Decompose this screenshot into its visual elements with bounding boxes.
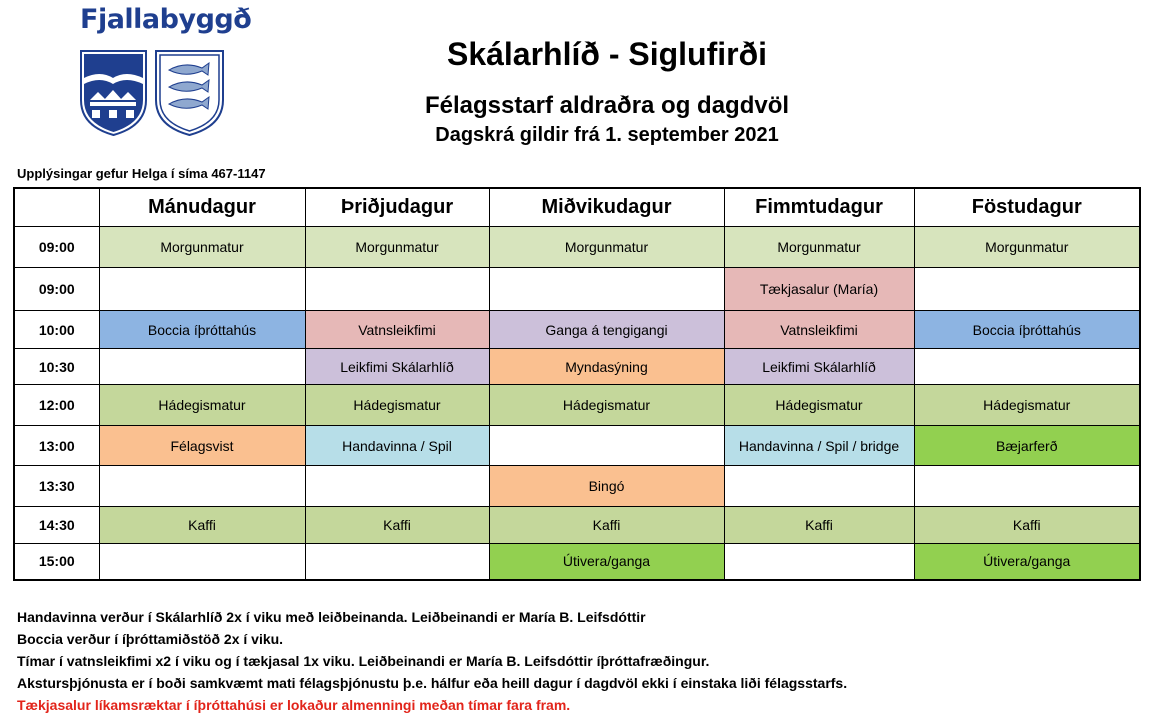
time-cell: 09:00 <box>14 268 99 311</box>
activity-cell <box>99 268 305 311</box>
brand <box>80 4 252 35</box>
activity-cell: Félagsvist <box>99 426 305 466</box>
day-header: Miðvikudagur <box>489 188 724 227</box>
activity-cell: Kaffi <box>489 507 724 544</box>
activity-cell: Morgunmatur <box>99 227 305 268</box>
time-cell: 10:00 <box>14 311 99 349</box>
activity-cell: Vatnsleikfimi <box>305 311 489 349</box>
activity-cell <box>305 268 489 311</box>
time-cell: 09:00 <box>14 227 99 268</box>
time-cell: 14:30 <box>14 507 99 544</box>
activity-cell <box>724 544 914 580</box>
time-cell: 12:00 <box>14 385 99 426</box>
note-line: Akstursþjónusta er í boði samkvæmt mati félagsþjónustu þ.e. hálfur eða heill dagur í dagdvöl ekki í einstaka liði félagsstarfs. <box>17 675 848 691</box>
note-line: Boccia verður í íþróttamiðstöð 2x í viku. <box>17 631 284 647</box>
contact-info: Upplýsingar gefur Helga í síma 467-1147 <box>17 166 266 181</box>
activity-cell <box>99 544 305 580</box>
activity-cell: Bæjarferð <box>914 426 1140 466</box>
warning-note: Tækjasalur líkamsræktar í íþróttahúsi er lokaður almenningi meðan tímar fara fram. <box>17 697 571 713</box>
activity-cell: Útivera/ganga <box>489 544 724 580</box>
activity-cell: Hádegismatur <box>489 385 724 426</box>
day-header: Mánudagur <box>99 188 305 227</box>
activity-cell: Kaffi <box>305 507 489 544</box>
time-header <box>14 188 99 227</box>
time-cell: 10:30 <box>14 349 99 385</box>
activity-cell <box>99 466 305 507</box>
activity-cell: Boccia íþróttahús <box>99 311 305 349</box>
activity-cell: Boccia íþróttahús <box>914 311 1140 349</box>
schedule-table <box>13 187 1141 581</box>
activity-cell: Útivera/ganga <box>914 544 1140 580</box>
time-cell: 13:30 <box>14 466 99 507</box>
schedule-header-row <box>14 188 1140 227</box>
page-subtitle: Félagsstarf aldraðra og dagdvöl <box>424 92 790 119</box>
activity-cell: Vatnsleikfimi <box>724 311 914 349</box>
table-row <box>14 268 1140 311</box>
activity-cell <box>914 268 1140 311</box>
time-cell: 15:00 <box>14 544 99 580</box>
activity-cell <box>724 466 914 507</box>
activity-cell: Leikfimi Skálarhlíð <box>305 349 489 385</box>
page-title: Skálarhlíð - Siglufirði <box>446 36 768 72</box>
activity-cell: Hádegismatur <box>99 385 305 426</box>
activity-cell <box>99 349 305 385</box>
activity-cell: Handavinna / Spil / bridge <box>724 426 914 466</box>
activity-cell: Ganga á tengigangi <box>489 311 724 349</box>
activity-cell: Hádegismatur <box>914 385 1140 426</box>
activity-cell: Morgunmatur <box>489 227 724 268</box>
table-row <box>14 385 1140 426</box>
activity-cell: Kaffi <box>914 507 1140 544</box>
activity-cell <box>305 466 489 507</box>
day-header: Föstudagur <box>914 188 1140 227</box>
table-row <box>14 507 1140 544</box>
note-line: Tímar í vatnsleikfimi x2 í viku og í tækjasal 1x viku. Leiðbeinandi er María B. Leifsdóttir íþróttafræðingur. <box>17 653 710 669</box>
activity-cell: Morgunmatur <box>724 227 914 268</box>
activity-cell: Hádegismatur <box>724 385 914 426</box>
table-row <box>14 311 1140 349</box>
activity-cell: Morgunmatur <box>305 227 489 268</box>
activity-cell: Kaffi <box>724 507 914 544</box>
activity-cell: Handavinna / Spil <box>305 426 489 466</box>
table-row <box>14 349 1140 385</box>
activity-cell <box>489 426 724 466</box>
note-line: Handavinna verður í Skálarhlíð 2x í viku með leiðbeinanda. Leiðbeinandi er María B. Leifsdóttir <box>17 609 646 625</box>
activity-cell <box>305 544 489 580</box>
table-row <box>14 466 1140 507</box>
brand-name: Fjallabyggð <box>80 4 252 35</box>
table-row <box>14 227 1140 268</box>
activity-cell: Kaffi <box>99 507 305 544</box>
table-row <box>14 544 1140 580</box>
activity-cell <box>914 349 1140 385</box>
day-header: Fimmtudagur <box>724 188 914 227</box>
activity-cell: Bingó <box>489 466 724 507</box>
activity-cell: Tækjasalur (María) <box>724 268 914 311</box>
notes <box>17 606 847 716</box>
activity-cell: Hádegismatur <box>305 385 489 426</box>
table-row <box>14 426 1140 466</box>
activity-cell: Leikfimi Skálarhlíð <box>724 349 914 385</box>
activity-cell: Morgunmatur <box>914 227 1140 268</box>
valid-from: Dagskrá gildir frá 1. september 2021 <box>435 124 779 146</box>
activity-cell <box>489 268 724 311</box>
time-cell: 13:00 <box>14 426 99 466</box>
day-header: Þriðjudagur <box>305 188 489 227</box>
activity-cell: Myndasýning <box>489 349 724 385</box>
activity-cell <box>914 466 1140 507</box>
